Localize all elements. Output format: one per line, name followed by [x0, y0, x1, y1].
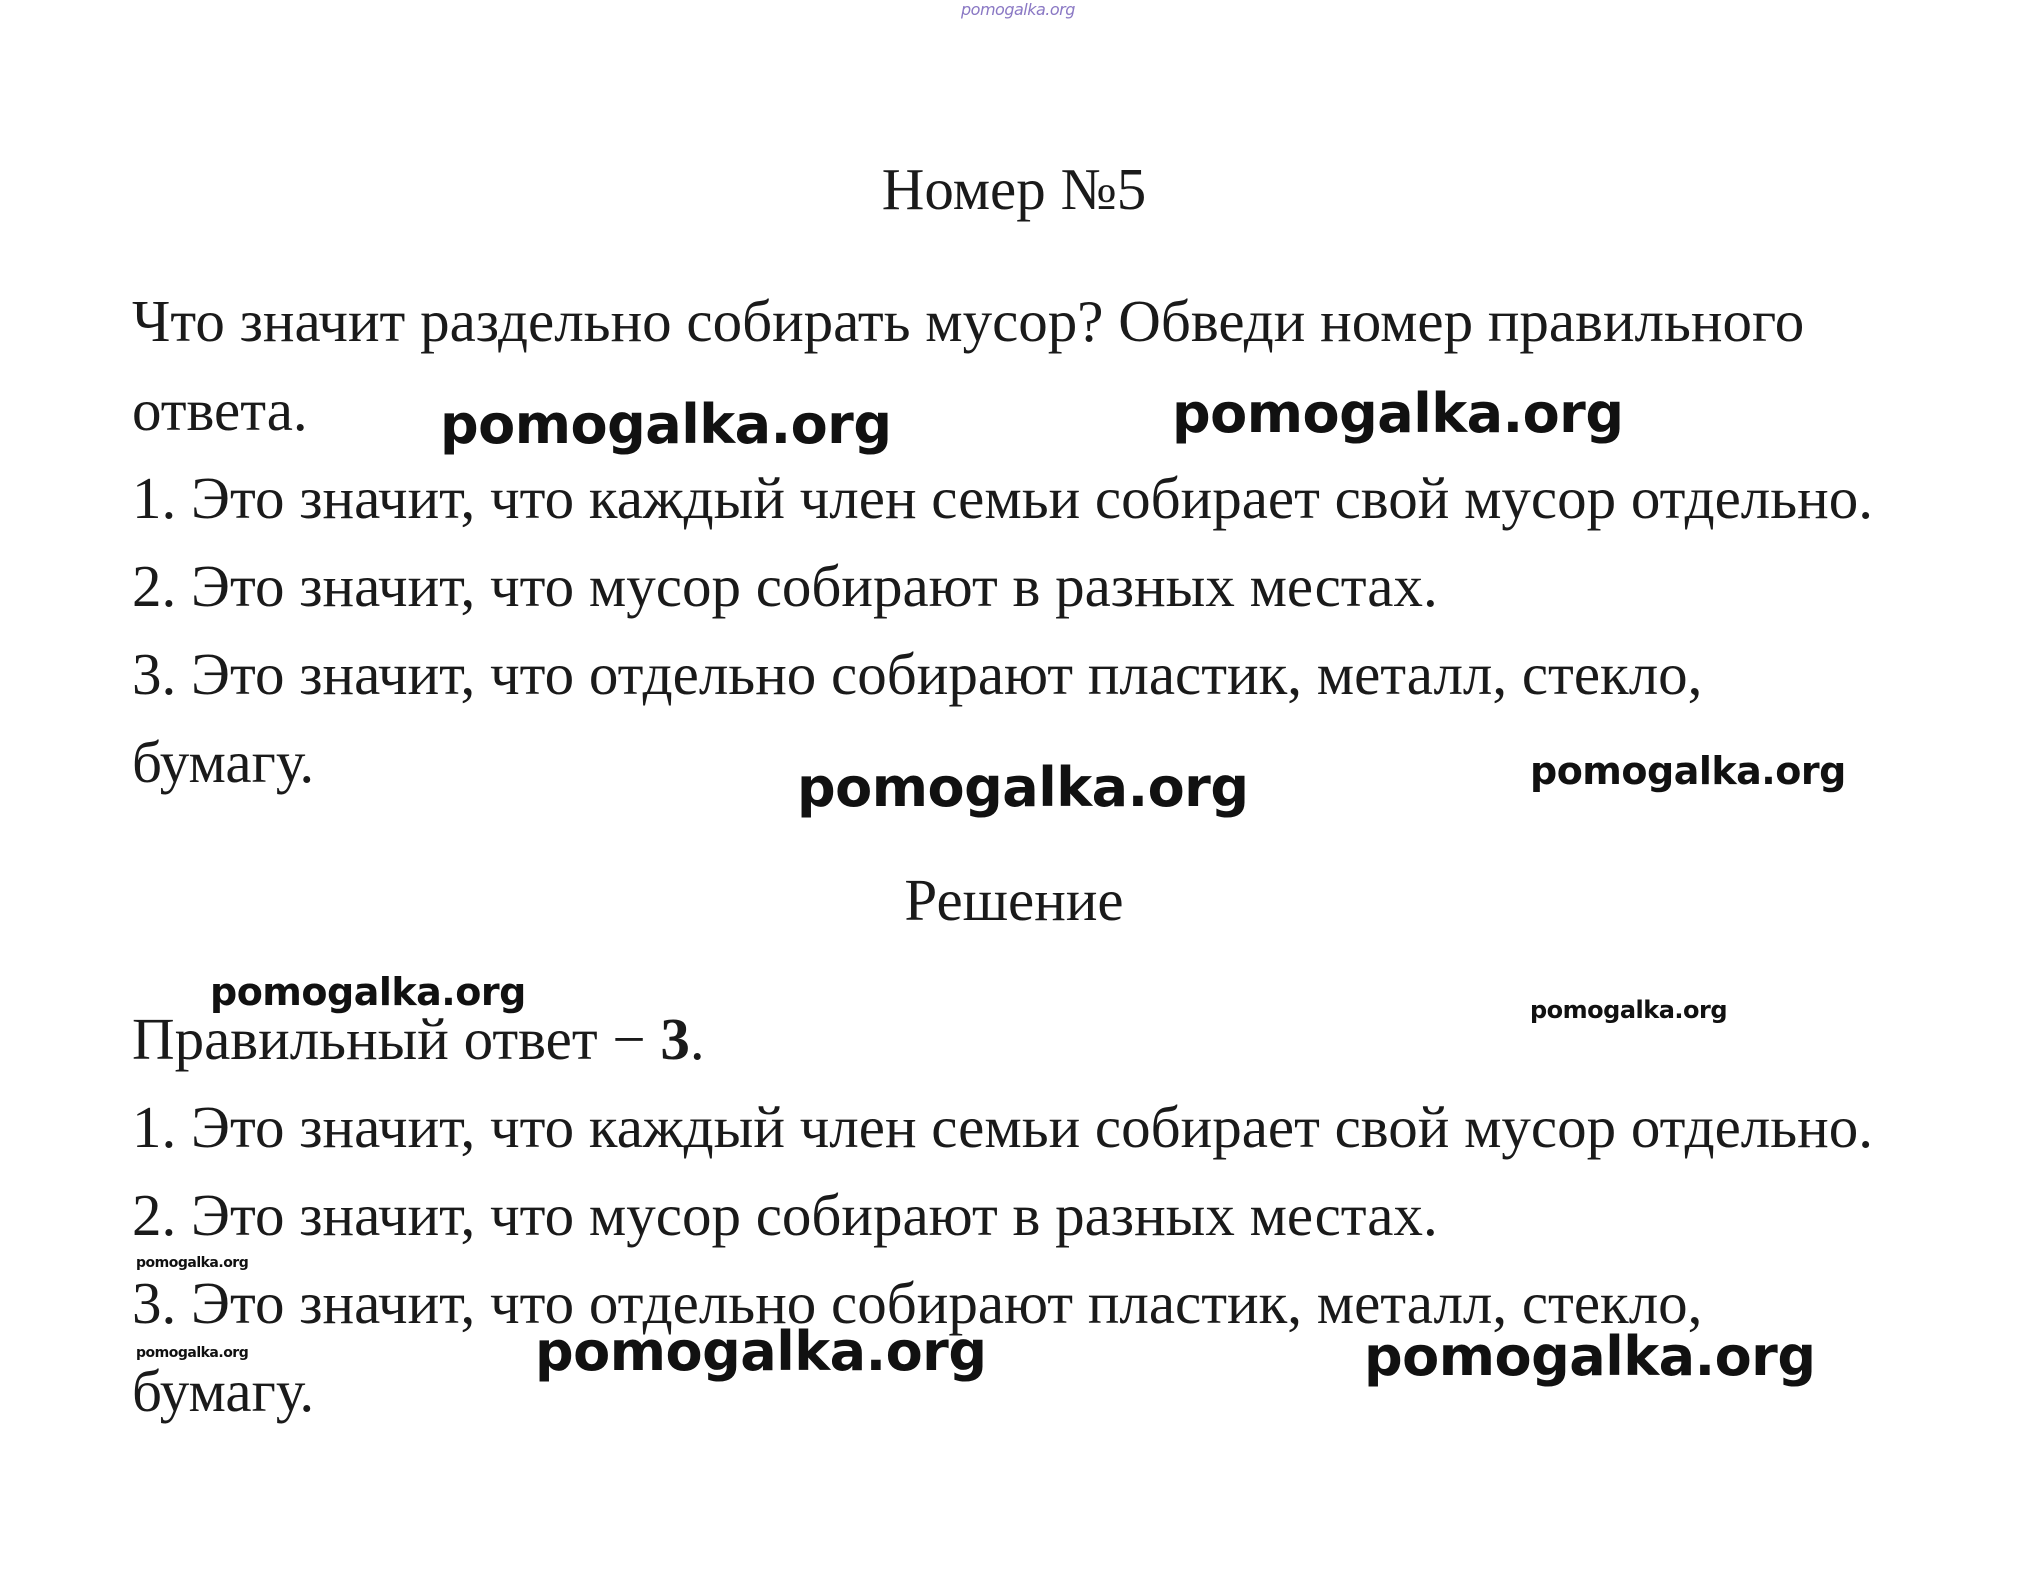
answer-option-2: 2. Это значит, что мусор собирают в разных местах.: [132, 1182, 1438, 1248]
header-watermark: pomogalka.org: [961, 0, 1075, 19]
watermark: pomogalka.org: [136, 1255, 249, 1271]
watermark: pomogalka.org: [535, 1320, 987, 1383]
answer-suffix: .: [689, 1006, 705, 1072]
watermark: pomogalka.org: [210, 970, 526, 1014]
answer-option-3: 3. Это значит, что отдельно собирают пластик, металл, стекло,: [132, 1270, 1703, 1336]
question-line-1: Что значит раздельно собирать мусор? Обведи номер правильного: [132, 288, 1805, 354]
watermark: pomogalka.org: [1530, 996, 1728, 1024]
question-option-3: 3. Это значит, что отдельно собирают пластик, металл, стекло,: [132, 641, 1703, 707]
question-option-2: 2. Это значит, что мусор собирают в разных местах.: [132, 553, 1438, 619]
question-option-3-continued: бумагу.: [132, 729, 315, 795]
watermark: pomogalka.org: [1172, 382, 1624, 445]
watermark: pomogalka.org: [1530, 749, 1846, 793]
answer-number: 3: [660, 1006, 690, 1072]
page-title: Номер №5: [881, 156, 1147, 222]
question-option-1: 1. Это значит, что каждый член семьи собирает свой мусор отдельно.: [132, 465, 1873, 531]
answer-option-1: 1. Это значит, что каждый член семьи собирает свой мусор отдельно.: [132, 1094, 1873, 1160]
solution-heading: Решение: [904, 867, 1124, 933]
answer-line: [132, 1006, 705, 1072]
question-line-2: ответа.: [132, 377, 308, 443]
watermark: pomogalka.org: [797, 756, 1249, 819]
watermark: pomogalka.org: [1364, 1325, 1816, 1388]
watermark: pomogalka.org: [440, 393, 892, 456]
watermark: pomogalka.org: [136, 1345, 249, 1361]
answer-prefix: Правильный ответ −: [132, 1006, 661, 1072]
answer-option-3-continued: бумагу.: [132, 1358, 315, 1424]
